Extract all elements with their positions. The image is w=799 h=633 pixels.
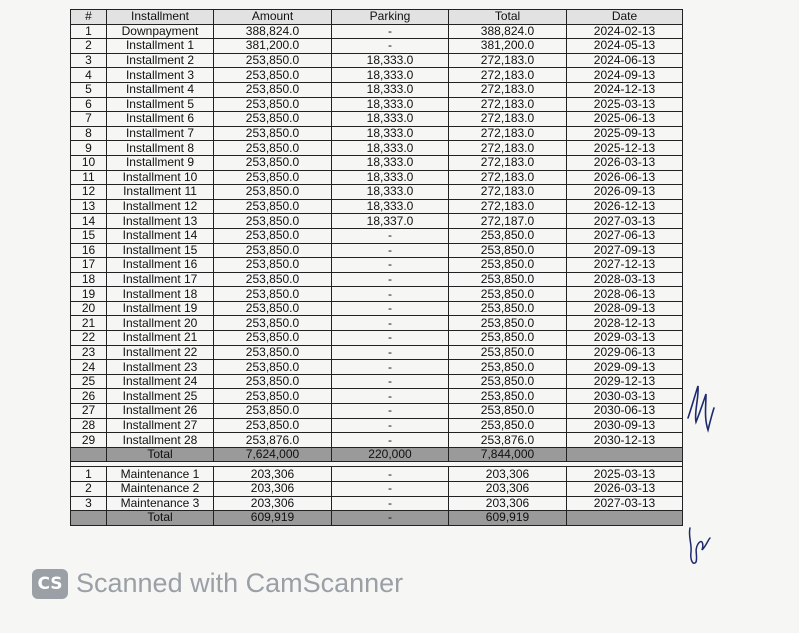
installment-row-total: 253,850.0: [449, 360, 567, 375]
installment-row-number: 19: [71, 287, 107, 302]
installment-row-name: Installment 14: [107, 228, 214, 243]
installment-row-parking: -: [332, 316, 449, 331]
installment-row-name: Installment 10: [107, 170, 214, 185]
installment-row: [71, 126, 683, 141]
maintenance-row-date: 2027-03-13: [567, 496, 683, 511]
installment-row-parking: -: [332, 272, 449, 287]
signature-mark-2: [684, 522, 714, 570]
installment-row-amount: 253,850.0: [214, 301, 332, 316]
installment-row: [71, 24, 683, 39]
installment-row-name: Installment 28: [107, 433, 214, 448]
installment-row-total: 253,850.0: [449, 258, 567, 273]
maintenance-total-label: Total: [107, 511, 214, 526]
installment-row: [71, 418, 683, 433]
installment-row: [71, 82, 683, 97]
installment-row-total: 253,850.0: [449, 287, 567, 302]
maintenance-row-number: 1: [71, 467, 107, 482]
installment-row-name: Installment 21: [107, 331, 214, 346]
installment-row-date: 2025-09-13: [567, 126, 683, 141]
installment-row-number: 28: [71, 418, 107, 433]
installment-row-date: 2027-06-13: [567, 228, 683, 243]
installment-row-parking: -: [332, 331, 449, 346]
installment-row-name: Installment 27: [107, 418, 214, 433]
header-date: Date: [567, 10, 683, 25]
installment-row-parking: 18,333.0: [332, 82, 449, 97]
installment-row-name: Installment 5: [107, 97, 214, 112]
installment-row-name: Installment 3: [107, 68, 214, 83]
installment-row-name: Installment 16: [107, 258, 214, 273]
installment-row: [71, 185, 683, 200]
maintenance-row-date: 2026-03-13: [567, 482, 683, 497]
maintenance-row-amount: 203,306: [214, 467, 332, 482]
installment-row-amount: 388,824.0: [214, 24, 332, 39]
installment-row-parking: -: [332, 360, 449, 375]
installment-row-total: 253,850.0: [449, 243, 567, 258]
installment-row-name: Installment 9: [107, 155, 214, 170]
installment-row: [71, 155, 683, 170]
installment-row-number: 3: [71, 53, 107, 68]
maintenance-row-parking: -: [332, 467, 449, 482]
installment-row-parking: 18,333.0: [332, 141, 449, 156]
installment-row-parking: 18,333.0: [332, 53, 449, 68]
installment-row-amount: 253,850.0: [214, 243, 332, 258]
maintenance-row-name: Maintenance 1: [107, 467, 214, 482]
installment-row-amount: 253,850.0: [214, 374, 332, 389]
maintenance-row-total: 203,306: [449, 467, 567, 482]
header-amount: Amount: [214, 10, 332, 25]
header-parking: Parking: [332, 10, 449, 25]
installment-row-name: Installment 15: [107, 243, 214, 258]
installment-row-total: 272,183.0: [449, 155, 567, 170]
installment-row-number: 8: [71, 126, 107, 141]
installment-row-total: 253,850.0: [449, 272, 567, 287]
installment-row-date: 2026-09-13: [567, 185, 683, 200]
installment-row: [71, 39, 683, 54]
maintenance-row-total: 203,306: [449, 496, 567, 511]
installment-row-name: Installment 11: [107, 185, 214, 200]
payment-schedule-table: [70, 9, 683, 526]
installment-row-date: 2026-12-13: [567, 199, 683, 214]
installment-row-name: Installment 12: [107, 199, 214, 214]
installment-row-name: Installment 13: [107, 214, 214, 229]
installment-row-date: 2028-03-13: [567, 272, 683, 287]
installment-row-number: 5: [71, 82, 107, 97]
installment-row-name: Installment 23: [107, 360, 214, 375]
installment-row-amount: 253,850.0: [214, 389, 332, 404]
installment-row: [71, 374, 683, 389]
installment-row-amount: 253,850.0: [214, 360, 332, 375]
installment-row: [71, 433, 683, 448]
installment-row-parking: 18,333.0: [332, 155, 449, 170]
installment-row-parking: -: [332, 39, 449, 54]
installment-row: [71, 228, 683, 243]
installment-row-date: 2027-03-13: [567, 214, 683, 229]
installment-row-total: 272,183.0: [449, 53, 567, 68]
installment-row-parking: -: [332, 24, 449, 39]
installment-row-date: 2029-06-13: [567, 345, 683, 360]
installment-row: [71, 112, 683, 127]
maintenance-row-name: Maintenance 2: [107, 482, 214, 497]
installment-row-total: 388,824.0: [449, 24, 567, 39]
installment-row: [71, 68, 683, 83]
installment-row-number: 1: [71, 24, 107, 39]
installment-row-date: 2024-12-13: [567, 82, 683, 97]
installment-row-total: 381,200.0: [449, 39, 567, 54]
installment-row-date: 2024-02-13: [567, 24, 683, 39]
installment-row-number: 14: [71, 214, 107, 229]
installment-row-number: 25: [71, 374, 107, 389]
header-installment: Installment: [107, 10, 214, 25]
installment-row-name: Installment 6: [107, 112, 214, 127]
maintenance-row-number: 3: [71, 496, 107, 511]
installment-row-parking: 18,333.0: [332, 185, 449, 200]
installment-row-date: 2030-06-13: [567, 404, 683, 419]
installment-row-number: 22: [71, 331, 107, 346]
installment-row-date: 2027-12-13: [567, 258, 683, 273]
total-date-spacer: [567, 447, 683, 462]
installment-row-date: 2029-09-13: [567, 360, 683, 375]
installment-row-amount: 253,850.0: [214, 258, 332, 273]
installment-row-date: 2027-09-13: [567, 243, 683, 258]
installment-row-name: Downpayment: [107, 24, 214, 39]
installment-row-total: 272,183.0: [449, 141, 567, 156]
maintenance-total-spacer: [71, 511, 107, 526]
installment-row-total: 272,183.0: [449, 170, 567, 185]
installment-row: [71, 404, 683, 419]
installment-row-number: 24: [71, 360, 107, 375]
header-total: Total: [449, 10, 567, 25]
maintenance-row-name: Maintenance 3: [107, 496, 214, 511]
installment-row-date: 2029-12-13: [567, 374, 683, 389]
installment-row-date: 2028-12-13: [567, 316, 683, 331]
installment-row-parking: -: [332, 404, 449, 419]
installment-row-date: 2026-03-13: [567, 155, 683, 170]
installment-row-amount: 253,876.0: [214, 433, 332, 448]
installment-row-number: 18: [71, 272, 107, 287]
installment-row-number: 11: [71, 170, 107, 185]
installment-row-parking: -: [332, 433, 449, 448]
installment-row-parking: 18,337.0: [332, 214, 449, 229]
installment-row-number: 6: [71, 97, 107, 112]
installment-row-parking: -: [332, 374, 449, 389]
installment-row-number: 27: [71, 404, 107, 419]
total-spacer: [71, 447, 107, 462]
installment-row-parking: 18,333.0: [332, 170, 449, 185]
maintenance-row-total: 203,306: [449, 482, 567, 497]
installment-row-total: 253,876.0: [449, 433, 567, 448]
installment-row-total: 272,183.0: [449, 112, 567, 127]
installment-row-amount: 253,850.0: [214, 170, 332, 185]
installment-row-number: 7: [71, 112, 107, 127]
installment-row: [71, 97, 683, 112]
installment-row-name: Installment 25: [107, 389, 214, 404]
header-row: [71, 10, 683, 25]
installment-row: [71, 360, 683, 375]
installment-row-date: 2030-09-13: [567, 418, 683, 433]
total-total: 7,844,000: [449, 447, 567, 462]
installment-row-date: 2024-05-13: [567, 39, 683, 54]
installment-row-parking: 18,333.0: [332, 112, 449, 127]
installment-row-name: Installment 26: [107, 404, 214, 419]
installment-row: [71, 214, 683, 229]
installment-rows: [71, 24, 683, 447]
installment-row-total: 253,850.0: [449, 418, 567, 433]
installment-row: [71, 141, 683, 156]
installment-row-amount: 253,850.0: [214, 97, 332, 112]
installment-row: [71, 170, 683, 185]
installment-row: [71, 287, 683, 302]
maintenance-rows: [71, 467, 683, 511]
installment-row-number: 2: [71, 39, 107, 54]
installment-row-amount: 253,850.0: [214, 316, 332, 331]
installment-row-total: 253,850.0: [449, 374, 567, 389]
installment-row: [71, 301, 683, 316]
installment-row-parking: -: [332, 389, 449, 404]
installment-row-parking: -: [332, 345, 449, 360]
installment-row-amount: 253,850.0: [214, 331, 332, 346]
installment-row-amount: 253,850.0: [214, 404, 332, 419]
installment-row-number: 15: [71, 228, 107, 243]
installment-row-amount: 253,850.0: [214, 53, 332, 68]
installment-row-number: 23: [71, 345, 107, 360]
installment-row: [71, 389, 683, 404]
installment-row-parking: 18,333.0: [332, 126, 449, 141]
installment-row-amount: 253,850.0: [214, 199, 332, 214]
installment-row: [71, 243, 683, 258]
installment-row-date: 2024-09-13: [567, 68, 683, 83]
header-number: #: [71, 10, 107, 25]
camscanner-text: Scanned with CamScanner: [76, 568, 404, 598]
installment-row-date: 2030-03-13: [567, 389, 683, 404]
installment-row-total: 253,850.0: [449, 331, 567, 346]
installment-row-name: Installment 17: [107, 272, 214, 287]
installment-row-name: Installment 8: [107, 141, 214, 156]
installment-row-number: 17: [71, 258, 107, 273]
installment-row-amount: 253,850.0: [214, 155, 332, 170]
maintenance-total-total: 609,919: [449, 511, 567, 526]
installment-row: [71, 258, 683, 273]
installment-row-amount: 253,850.0: [214, 418, 332, 433]
installment-row-name: Installment 24: [107, 374, 214, 389]
maintenance-row: [71, 467, 683, 482]
installment-row-total: 272,183.0: [449, 82, 567, 97]
maintenance-row: [71, 482, 683, 497]
installment-row-total: 253,850.0: [449, 316, 567, 331]
installment-row-parking: 18,333.0: [332, 97, 449, 112]
maintenance-row: [71, 496, 683, 511]
installment-row-parking: -: [332, 301, 449, 316]
installment-row-amount: 253,850.0: [214, 68, 332, 83]
signature-mark-1: [682, 378, 722, 438]
installment-row-parking: 18,333.0: [332, 68, 449, 83]
installment-row-number: 20: [71, 301, 107, 316]
installment-row-total: 253,850.0: [449, 301, 567, 316]
installment-row-amount: 253,850.0: [214, 345, 332, 360]
installment-row-number: 16: [71, 243, 107, 258]
installment-row-total: 272,183.0: [449, 97, 567, 112]
installment-row-number: 10: [71, 155, 107, 170]
installment-row-total: 272,183.0: [449, 126, 567, 141]
installment-row-name: Installment 19: [107, 301, 214, 316]
installment-row-number: 29: [71, 433, 107, 448]
maintenance-row-date: 2025-03-13: [567, 467, 683, 482]
maintenance-row-number: 2: [71, 482, 107, 497]
installment-row-name: Installment 2: [107, 53, 214, 68]
installment-row-date: 2026-06-13: [567, 170, 683, 185]
maintenance-row-parking: -: [332, 482, 449, 497]
installment-row-amount: 253,850.0: [214, 287, 332, 302]
maintenance-row-amount: 203,306: [214, 482, 332, 497]
maintenance-total-parking: -: [332, 511, 449, 526]
installment-row-date: 2025-12-13: [567, 141, 683, 156]
installment-row-amount: 253,850.0: [214, 141, 332, 156]
installment-row-total: 253,850.0: [449, 345, 567, 360]
total-row: [71, 447, 683, 462]
installment-row-date: 2028-09-13: [567, 301, 683, 316]
installment-row-total: 272,183.0: [449, 199, 567, 214]
total-amount: 7,624,000: [214, 447, 332, 462]
installment-row-amount: 253,850.0: [214, 185, 332, 200]
installment-row-number: 12: [71, 185, 107, 200]
installment-row-parking: -: [332, 243, 449, 258]
installment-row-name: Installment 7: [107, 126, 214, 141]
installment-row-amount: 253,850.0: [214, 112, 332, 127]
maintenance-row-parking: -: [332, 496, 449, 511]
installment-row-name: Installment 1: [107, 39, 214, 54]
installment-row-name: Installment 20: [107, 316, 214, 331]
installment-row-amount: 253,850.0: [214, 82, 332, 97]
installment-row-date: 2025-03-13: [567, 97, 683, 112]
installment-row-total: 272,183.0: [449, 68, 567, 83]
installment-row-total: 253,850.0: [449, 389, 567, 404]
installment-row-parking: -: [332, 418, 449, 433]
installment-row: [71, 199, 683, 214]
installment-row-number: 4: [71, 68, 107, 83]
installment-row-amount: 253,850.0: [214, 126, 332, 141]
installment-row-date: 2029-03-13: [567, 331, 683, 346]
camscanner-watermark: [32, 568, 403, 599]
installment-row-date: 2030-12-13: [567, 433, 683, 448]
installment-row: [71, 316, 683, 331]
installment-row: [71, 53, 683, 68]
installment-row-amount: 253,850.0: [214, 214, 332, 229]
installment-row: [71, 331, 683, 346]
installment-row-number: 13: [71, 199, 107, 214]
installment-row: [71, 345, 683, 360]
maintenance-total-row: [71, 511, 683, 526]
installment-row-date: 2025-06-13: [567, 112, 683, 127]
installment-row-parking: -: [332, 258, 449, 273]
installment-row-total: 253,850.0: [449, 228, 567, 243]
maintenance-total-date-spacer: [567, 511, 683, 526]
installment-row-number: 21: [71, 316, 107, 331]
installment-row-name: Installment 22: [107, 345, 214, 360]
installment-row-amount: 253,850.0: [214, 228, 332, 243]
maintenance-row-amount: 203,306: [214, 496, 332, 511]
installment-row-amount: 381,200.0: [214, 39, 332, 54]
installment-row-date: 2024-06-13: [567, 53, 683, 68]
installment-row-amount: 253,850.0: [214, 272, 332, 287]
installment-row-number: 26: [71, 389, 107, 404]
maintenance-total-amount: 609,919: [214, 511, 332, 526]
installment-row-name: Installment 4: [107, 82, 214, 97]
total-label: Total: [107, 447, 214, 462]
installment-row-total: 253,850.0: [449, 404, 567, 419]
installment-row-total: 272,187.0: [449, 214, 567, 229]
camscanner-logo-icon: CS: [32, 569, 68, 599]
installment-row-parking: -: [332, 287, 449, 302]
total-parking: 220,000: [332, 447, 449, 462]
installment-row-parking: 18,333.0: [332, 199, 449, 214]
installment-row: [71, 272, 683, 287]
installment-row-total: 272,183.0: [449, 185, 567, 200]
installment-row-name: Installment 18: [107, 287, 214, 302]
installment-row-number: 9: [71, 141, 107, 156]
installment-row-parking: -: [332, 228, 449, 243]
installment-row-date: 2028-06-13: [567, 287, 683, 302]
